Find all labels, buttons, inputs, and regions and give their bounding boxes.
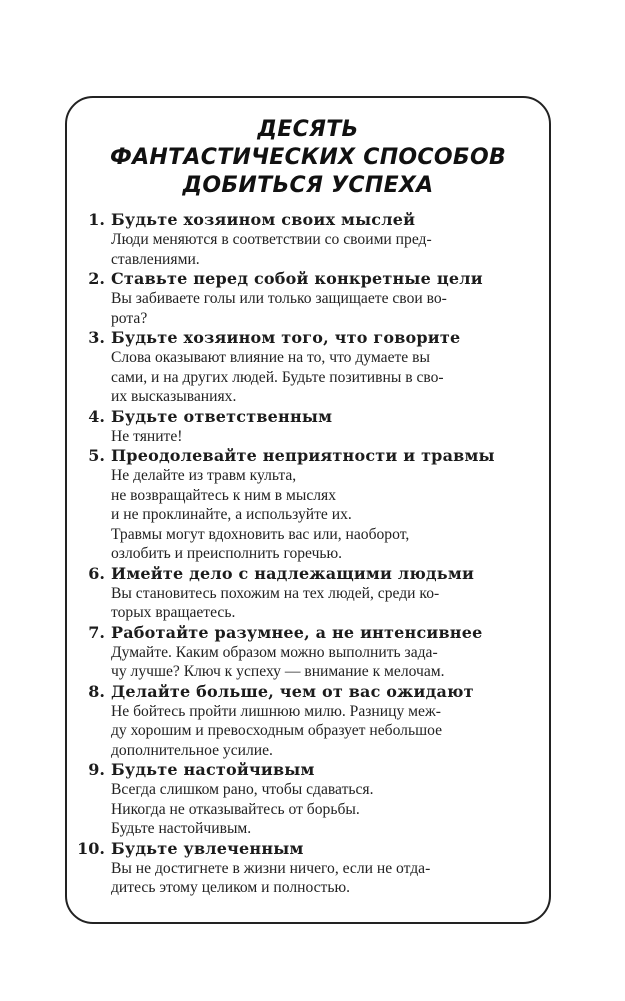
item-text-line: Травмы могут вдохновить вас или, наоборот, [111,525,410,543]
list-item [75,328,549,407]
item-number: 8. [88,681,105,701]
item-body [111,269,539,328]
item-body [111,210,539,269]
item-heading: Будьте увлеченным [111,838,304,858]
item-number: 1. [88,210,105,229]
page-title [67,116,549,200]
item-text-line: сами, и на других людей. Будьте позитивны в сво- [111,368,444,386]
item-text-line: ставлениями. [111,250,200,268]
item-heading: Имейте дело с надлежащими людьми [111,563,475,583]
list-item [75,682,549,761]
item-text-line: рота? [111,309,148,327]
item-text-line: Думайте. Каким образом можно выполнить зада- [111,643,438,661]
item-body [111,328,539,407]
item-body [111,446,539,564]
item-heading: Будьте хозяином своих мыслей [111,210,416,229]
item-heading: Работайте разумнее, а не интенсивнее [111,622,483,642]
item-text-line: Люди меняются в соответствии со своими пред- [111,231,432,248]
item-text-line: торых вращаетесь. [111,604,236,621]
list-item [75,760,549,839]
item-number: 10. [77,838,105,858]
item-text-line: чу лучше? Ключ к успеху — внимание к мелочам. [111,663,445,680]
list-item [75,407,549,447]
item-text-line: Вы становитесь похожим на тех людей, среди ко- [111,584,440,602]
title-line-2: ФАНТАСТИЧЕСКИХ СПОСОБОВ [109,145,507,170]
item-heading: Будьте настойчивым [111,760,315,779]
item-text-line: Не тяните! [111,427,183,445]
list-item [75,839,549,898]
item-number: 3. [88,328,105,347]
item-number: 9. [88,760,105,779]
item-body [111,564,539,623]
item-text-line: Не делайте из травм культа, [111,467,297,484]
item-text-line: Вы не достигнете в жизни ничего, если не отда- [111,859,431,877]
item-number: 4. [88,406,105,426]
item-body [111,682,539,761]
item-number: 6. [88,563,105,583]
item-heading: Будьте ответственным [111,406,333,426]
item-text-line: озлобить и преисполнить горечью. [111,545,343,562]
item-text-line: Вы забиваете голы или только защищаете свои во- [111,290,447,307]
tips-list [67,210,549,898]
title-line-3: ДОБИТЬСЯ УСПЕХА [182,173,434,198]
item-text-line: Никогда не отказывайтесь от борьбы. [111,800,360,818]
list-item [75,623,549,682]
title-line-1: ДЕСЯТЬ [257,117,359,142]
card-frame [65,96,551,924]
item-text-line: их высказываниях. [111,388,237,405]
list-item [75,269,549,328]
item-heading: Преодолевайте неприятности и травмы [111,446,495,465]
item-text-line: ду хорошим и превосходным образует небольшое [111,722,442,739]
list-item [75,446,549,564]
item-body [111,407,539,447]
item-heading: Делайте больше, чем от вас ожидают [111,681,474,701]
item-heading: Будьте хозяином того, что говорите [111,328,461,347]
item-text-line: дитесь этому целиком и полностью. [111,879,351,896]
item-body [111,623,539,682]
item-body [111,760,539,839]
item-text-line: не возвращайтесь к ним в мыслях [111,486,336,504]
item-text-line: и не проклинайте, а используйте их. [111,506,352,523]
item-heading: Ставьте перед собой конкретные цели [111,269,483,288]
item-text-line: дополнительное усилие. [111,741,273,759]
item-text-line: Будьте настойчивым. [111,820,252,837]
item-text-line: Слова оказывают влияние на то, что думаете вы [111,349,430,366]
item-number: 2. [88,269,105,288]
list-item [75,210,549,269]
item-number: 5. [88,446,105,465]
list-item [75,564,549,623]
item-number: 7. [88,622,105,642]
item-text-line: Не бойтесь пройти лишнюю милю. Разницу меж- [111,702,441,720]
item-text-line: Всегда слишком рано, чтобы сдаваться. [111,781,374,798]
item-body [111,839,539,898]
